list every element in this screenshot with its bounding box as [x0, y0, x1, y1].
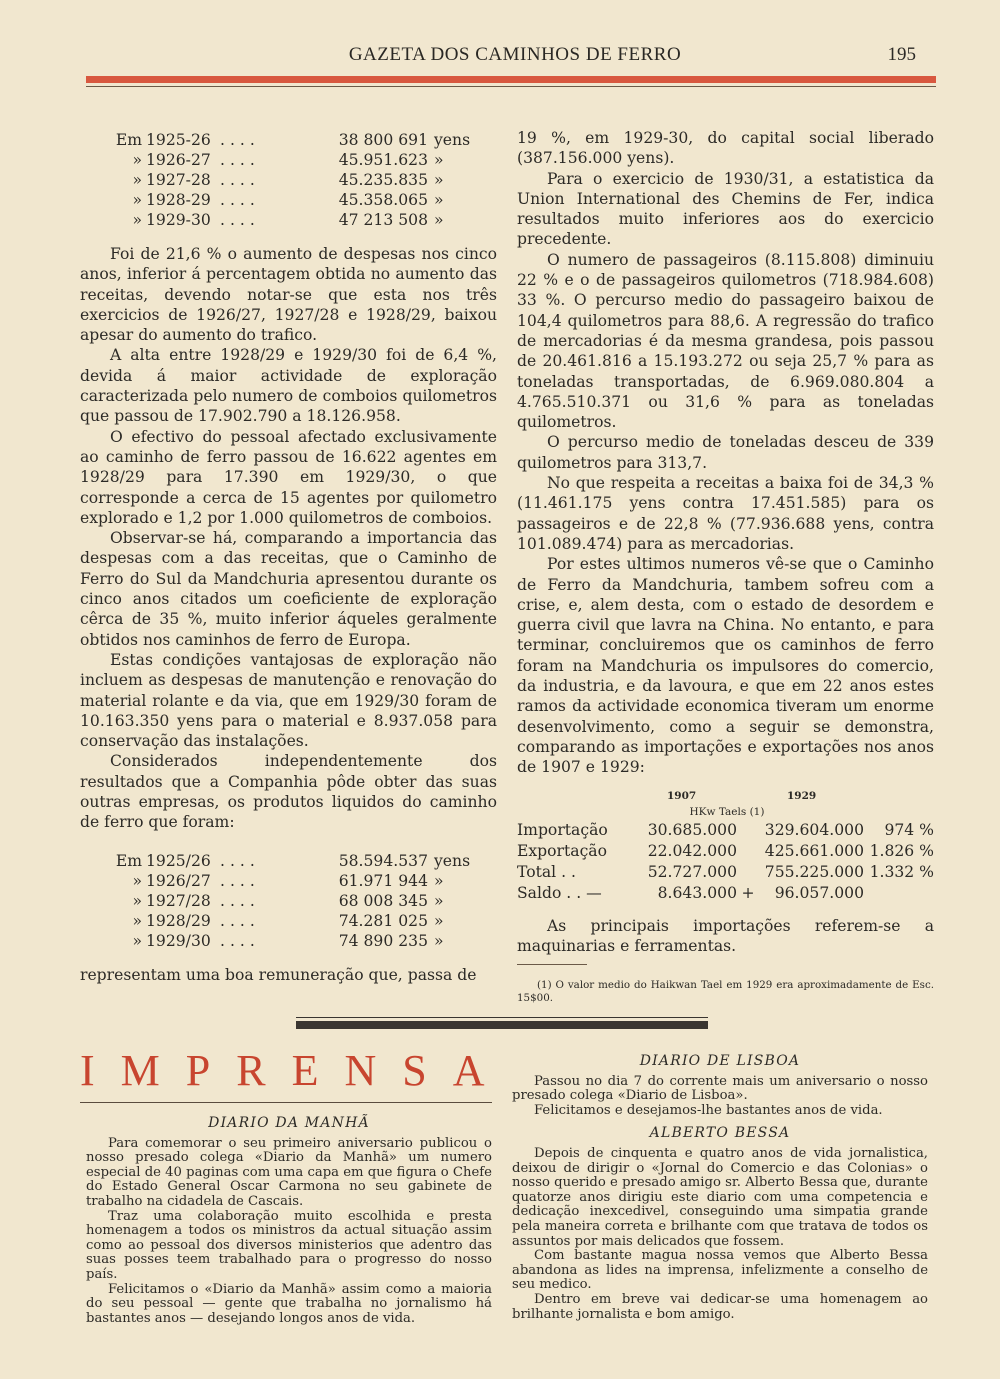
- table-row: » 1928-29 .... 45.358.065 »: [132, 191, 444, 209]
- receitas-table: [80, 130, 497, 230]
- paragraph: A alta entre 1928/29 e 1929/30 foi de 6,4 %, devida á maior actividade de exploração caracterizada pelo numero de comboios quilometros que passou de 17.902.790 a 18.126.958.: [80, 346, 497, 426]
- paragraph: O efectivo do pessoal afectado exclusivamente ao caminho de ferro passou de 16.622 agentes em 1928/29 para 17.390 em 1929/30, o que corresponde a cerca de 15 agentes por quilometro explorado e 1,2 por 1.000 quilometros de comboios.: [80, 427, 497, 527]
- paragraph: As principais importações referem-se a maquinarias e ferramentas.: [517, 916, 934, 955]
- table-row: » 1929/30 .... 74 890 235 »: [132, 931, 444, 950]
- liquidos-table: [80, 851, 497, 951]
- paragraph: Depois de cinquenta e quatro anos de vida jornalistica, deixou de dirigir o «Jornal do Comercio e das Colonias» o nosso querido e presado amigo sr. Alberto Bessa que, durante quatorze anos dirigiu este diario com uma competencia e dedicação inexcedivel, conseguindo uma simpatia grande pela maneira correta e brilhante com que tratava de todos os assuntos por mais delicados que fossem.: [512, 1145, 928, 1249]
- footnote-rule: [517, 964, 587, 965]
- paragraph: Traz uma colaboração muito escolhida e presta homenagem a todos os ministros da actual situação assim como ao pessoal dos diversos ministerios que adentro das suas posses teem trabalhado para o progresso do nosso país.: [86, 1208, 492, 1282]
- right-column: [517, 128, 934, 1005]
- paragraph: Observar-se há, comparando a importancia das despesas com a das receitas, que o Caminho de Ferro do Sul da Mandchuria apresentou durante os cinco anos citados um coeficiente de exploração cêrca de 35 %, muito inferior áqueles geralmente obtidos nos caminhos de ferro de Europa.: [80, 529, 497, 649]
- paragraph: Com bastante magua nossa vemos que Alberto Bessa abandona as lides na imprensa, infelizmente a conselho de seu medico.: [512, 1248, 928, 1293]
- article-heading: ALBERTO BESSA: [649, 1125, 791, 1142]
- table-row: Importação 30.685.000 329.604.000 974 %: [517, 820, 934, 839]
- paragraph: O numero de passageiros (8.115.808) diminuiu 22 % e o de passageiros quilometros (718.984.608) 33 %. O percurso medio do passageiro baixou de 104,4 quilometros para 88,6. A regressão do trafico de mercadorias é da mesma grandesa, pois passou de 20.461.816 a 15.193.272 ou seja 25,7 % para as toneladas transportadas, de 6.969.080.804 a 4.765.510.371 ou 31,6 % para as toneladas quilometros.: [517, 250, 934, 432]
- paragraph: Para o exercicio de 1930/31, a estatistica da Union International des Chemins de Fer, indica resultados muito inferiores aos do exercicio precedente.: [517, 169, 934, 249]
- paragraph: Felicitamos o «Diario da Manhã» assim como a maioria do seu pessoal — gente que trabalha no jornalismo há bastantes anos — desejando longos anos de vida.: [86, 1281, 492, 1326]
- table-row: » 1927/28 .... 68 008 345 »: [132, 891, 444, 910]
- paragraph: 19 %, em 1929-30, do capital social liberado (387.156.000 yens).: [517, 129, 934, 168]
- footnote: (1) O valor medio do Haikwan Tael em 1929 era aproximadamente de Esc. 15$00.: [517, 979, 934, 1005]
- table-row: » 1928/29 .... 74.281 025 »: [132, 911, 444, 930]
- running-title: GAZETA DOS CAMINHOS DE FERRO: [348, 44, 682, 65]
- paragraph: No que respeita a receitas a baixa foi de 34,3 % (11.461.175 yens contra 17.451.585) para os passageiros e de 22,8 % (77.936.688 yens, contra 101.089.474) para as mercadorias.: [517, 474, 934, 553]
- left-column: [80, 128, 497, 985]
- header-rule: [86, 76, 936, 83]
- section-title: IMPRENSA: [80, 1046, 511, 1095]
- table-row: » 1929-30 .... 47 213 508 »: [132, 211, 444, 229]
- table-row: Em 1925/26 .... 58.594.537 yens: [115, 851, 471, 870]
- paragraph: representam uma boa remuneração que, passa de: [80, 965, 477, 984]
- paragraph: Dentro em breve vai dedicar-se uma homenagem ao brilhante jornalista e bom amigo.: [512, 1291, 928, 1322]
- article-heading: DIARIO DA MANHÃ: [208, 1115, 370, 1131]
- trade-stats-table: [517, 786, 934, 904]
- table-row: » 1927-28 .... 45.235.835 »: [132, 171, 444, 189]
- stats-header: [517, 786, 934, 802]
- press-right-column: [512, 1054, 928, 1322]
- stats-year-a: 1907: [667, 789, 697, 802]
- paragraph: Foi de 21,6 % o aumento de despesas nos cinco anos, inferior á percentagem obtida no aumento das receitas, devendo notar-se que esta nos três exercicios de 1926/27, 1927/28 e 1928/29, baixou apesar do aumento do trafico.: [80, 245, 497, 345]
- table-row: » 1926/27 .... 61.971 944 »: [132, 871, 444, 890]
- paragraph: O percurso medio de toneladas desceu de 339 quilometros para 313,7.: [517, 433, 934, 472]
- table-row: Total . . 52.727.000 755.225.000 1.332 %: [517, 862, 934, 881]
- title-underline: [80, 1102, 492, 1103]
- stats-year-b: 1929: [787, 789, 817, 802]
- table-row: Saldo . . — 8.643.000 + 96.057.000: [517, 883, 864, 902]
- paragraph: Para comemorar o seu primeiro aniversario publicou o nosso presado colega «Diario da Manhã» um numero especial de 40 paginas com uma capa em que figura o Chefe do Estado General Oscar Carmona no seu gabinete de trabalho na cidadela de Cascais.: [86, 1135, 492, 1209]
- article-heading: DIARIO DE LISBOA: [639, 1053, 801, 1069]
- paragraph: Felicitamos e desejamos-lhe bastantes anos de vida.: [534, 1102, 883, 1118]
- page-number: 195: [887, 44, 916, 65]
- section-divider: [296, 1021, 708, 1029]
- paragraph: Passou no dia 7 do corrente mais um aniversario o nosso presado colega «Diario de Lisboa».: [512, 1073, 928, 1104]
- paragraph: Estas condições vantajosas de exploração não incluem as despesas de manutenção e renovação do material rolante e da via, que em 1929/30 foram de 10.163.350 yens para o material e 8.937.058 para conservação das instalações.: [80, 650, 497, 751]
- table-row: » 1926-27 .... 45.951.623 »: [132, 151, 444, 169]
- stats-unit-note: HKw Taels (1): [689, 805, 765, 818]
- table-row: Em 1925-26 .... 38 800 691 yens: [115, 131, 471, 149]
- paragraph: Considerados independentemente dos resultados que a Companhia pôde obter das suas outras empresas, os produtos liquidos do caminho de ferro que foram:: [80, 752, 497, 832]
- table-row: Exportação 22.042.000 425.661.000 1.826 %: [517, 841, 934, 860]
- press-left-column: [86, 1116, 492, 1326]
- paragraph: Por estes ultimos numeros vê-se que o Caminho de Ferro da Mandchuria, tambem sofreu com a crise, e, alem desta, com o estado de desordem e guerra civil que lavra na China. No entanto, e para terminar, concluiremos que os caminhos de ferro foram na Mandchuria os impulsores do comercio, da industria, e da lavoura, e que em 22 anos estes ramos da actividade economica tiveram um enorme desenvolvimento, como a seguir se demonstra, comparando as importações e exportações nos anos de 1907 e 1929:: [517, 555, 934, 777]
